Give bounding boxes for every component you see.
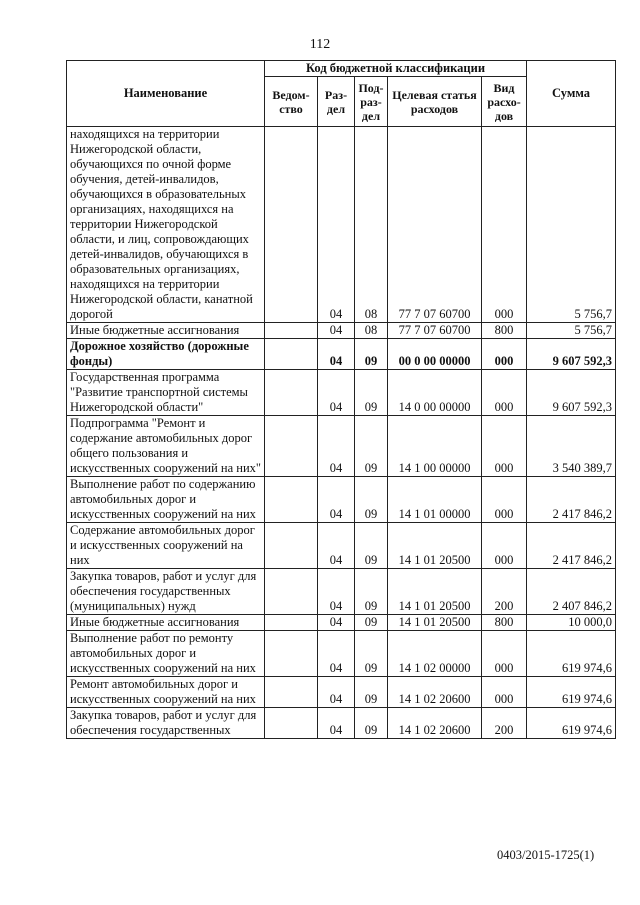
row-name: Выполнение работ по содержанию автомобильных дорог и искусственных сооружений на них xyxy=(67,477,265,523)
table-row xyxy=(67,323,616,339)
row-vid: 000 xyxy=(482,127,527,323)
row-celevaya: 14 1 01 20500 xyxy=(388,615,482,631)
table-row xyxy=(67,631,616,677)
row-vid: 000 xyxy=(482,631,527,677)
row-summa: 9 607 592,3 xyxy=(527,370,616,416)
row-vid: 200 xyxy=(482,569,527,615)
row-podrazdel: 09 xyxy=(355,631,388,677)
row-razdel: 04 xyxy=(318,631,355,677)
row-vid: 800 xyxy=(482,323,527,339)
row-summa: 3 540 389,7 xyxy=(527,416,616,477)
row-vedomstvo xyxy=(265,569,318,615)
row-razdel: 04 xyxy=(318,323,355,339)
row-razdel: 04 xyxy=(318,370,355,416)
table-row xyxy=(67,569,616,615)
table-row xyxy=(67,339,616,370)
row-celevaya: 14 1 00 00000 xyxy=(388,416,482,477)
row-name: Подпрограмма "Ремонт и содержание автомобильных дорог общего пользования и искусственных сооружений на них" xyxy=(67,416,265,477)
row-podrazdel: 08 xyxy=(355,323,388,339)
row-vedomstvo xyxy=(265,370,318,416)
row-razdel: 04 xyxy=(318,477,355,523)
header-name: Наименование xyxy=(67,61,265,127)
row-podrazdel: 09 xyxy=(355,339,388,370)
row-podrazdel: 09 xyxy=(355,677,388,708)
table-header xyxy=(67,61,616,127)
row-celevaya: 14 1 01 00000 xyxy=(388,477,482,523)
row-summa: 10 000,0 xyxy=(527,615,616,631)
page-number: 112 xyxy=(309,37,331,52)
row-vid: 000 xyxy=(482,677,527,708)
row-vedomstvo xyxy=(265,477,318,523)
budget-table xyxy=(66,60,616,739)
row-razdel: 04 xyxy=(318,708,355,739)
row-vedomstvo xyxy=(265,127,318,323)
row-podrazdel: 09 xyxy=(355,370,388,416)
row-vid: 000 xyxy=(482,416,527,477)
row-vedomstvo xyxy=(265,416,318,477)
row-name: Дорожное хозяйство (дорожные фонды) xyxy=(67,339,265,370)
row-razdel: 04 xyxy=(318,127,355,323)
row-celevaya: 14 1 02 00000 xyxy=(388,631,482,677)
row-podrazdel: 09 xyxy=(355,569,388,615)
row-name: находящихся на территории Нижегородской области, обучающихся по очной форме обучения, детей-инвалидов, обучающихся в образовательных организациях, находящихся на территории Нижегородской области, и лиц, сопровождающих детей-инвалидов, обучающихся в образовательных организациях, находящихся на территории Нижегородской области, канатной дорогой xyxy=(67,127,265,323)
row-vedomstvo xyxy=(265,339,318,370)
table-row xyxy=(67,416,616,477)
row-celevaya: 14 1 01 20500 xyxy=(388,523,482,569)
table-row xyxy=(67,615,616,631)
row-celevaya: 77 7 07 60700 xyxy=(388,127,482,323)
row-summa: 2 407 846,2 xyxy=(527,569,616,615)
row-razdel: 04 xyxy=(318,339,355,370)
table-row xyxy=(67,523,616,569)
table-row xyxy=(67,477,616,523)
row-celevaya: 00 0 00 00000 xyxy=(388,339,482,370)
row-razdel: 04 xyxy=(318,569,355,615)
row-vedomstvo xyxy=(265,615,318,631)
row-podrazdel: 09 xyxy=(355,615,388,631)
header-vedomstvo: Ведом-ство xyxy=(265,77,318,127)
row-vedomstvo xyxy=(265,631,318,677)
row-vedomstvo xyxy=(265,523,318,569)
row-celevaya: 14 0 00 00000 xyxy=(388,370,482,416)
row-summa: 619 974,6 xyxy=(527,708,616,739)
header-summa: Сумма xyxy=(527,61,616,127)
row-podrazdel: 08 xyxy=(355,127,388,323)
row-podrazdel: 09 xyxy=(355,477,388,523)
table-body xyxy=(67,127,616,739)
row-vedomstvo xyxy=(265,708,318,739)
row-podrazdel: 09 xyxy=(355,708,388,739)
table-row xyxy=(67,370,616,416)
row-celevaya: 14 1 01 20500 xyxy=(388,569,482,615)
row-vid: 000 xyxy=(482,339,527,370)
row-summa: 619 974,6 xyxy=(527,631,616,677)
row-vid: 000 xyxy=(482,477,527,523)
row-vid: 000 xyxy=(482,523,527,569)
header-vid: Вид расхо-дов xyxy=(482,77,527,127)
row-vedomstvo xyxy=(265,677,318,708)
document-code: 0403/2015-1725(1) xyxy=(497,848,595,862)
row-name: Государственная программа "Развитие транспортной системы Нижегородской области" xyxy=(67,370,265,416)
row-name: Закупка товаров, работ и услуг для обеспечения государственных (муниципальных) нужд xyxy=(67,569,265,615)
row-summa: 2 417 846,2 xyxy=(527,523,616,569)
row-name: Выполнение работ по ремонту автомобильных дорог и искусственных сооружений на них xyxy=(67,631,265,677)
table-row xyxy=(67,708,616,739)
row-vid: 000 xyxy=(482,370,527,416)
row-celevaya: 77 7 07 60700 xyxy=(388,323,482,339)
table-row xyxy=(67,127,616,323)
row-summa: 5 756,7 xyxy=(527,323,616,339)
row-vid: 200 xyxy=(482,708,527,739)
row-name: Ремонт автомобильных дорог и искусственных сооружений на них xyxy=(67,677,265,708)
row-summa: 9 607 592,3 xyxy=(527,339,616,370)
row-vedomstvo xyxy=(265,323,318,339)
row-razdel: 04 xyxy=(318,677,355,708)
row-podrazdel: 09 xyxy=(355,416,388,477)
row-name: Содержание автомобильных дорог и искусственных сооружений на них xyxy=(67,523,265,569)
header-code-group: Код бюджетной классификации xyxy=(265,61,527,77)
row-name: Закупка товаров, работ и услуг для обеспечения государственных xyxy=(67,708,265,739)
row-razdel: 04 xyxy=(318,416,355,477)
header-celevaya: Целевая статья расходов xyxy=(388,77,482,127)
row-name: Иные бюджетные ассигнования xyxy=(67,615,265,631)
row-celevaya: 14 1 02 20600 xyxy=(388,677,482,708)
row-name: Иные бюджетные ассигнования xyxy=(67,323,265,339)
header-razdel: Раз-дел xyxy=(318,77,355,127)
header-podrazdel: Под-раз-дел xyxy=(355,77,388,127)
row-razdel: 04 xyxy=(318,523,355,569)
row-summa: 2 417 846,2 xyxy=(527,477,616,523)
row-podrazdel: 09 xyxy=(355,523,388,569)
row-summa: 619 974,6 xyxy=(527,677,616,708)
table-row xyxy=(67,677,616,708)
row-razdel: 04 xyxy=(318,615,355,631)
row-summa: 5 756,7 xyxy=(527,127,616,323)
row-vid: 800 xyxy=(482,615,527,631)
row-celevaya: 14 1 02 20600 xyxy=(388,708,482,739)
